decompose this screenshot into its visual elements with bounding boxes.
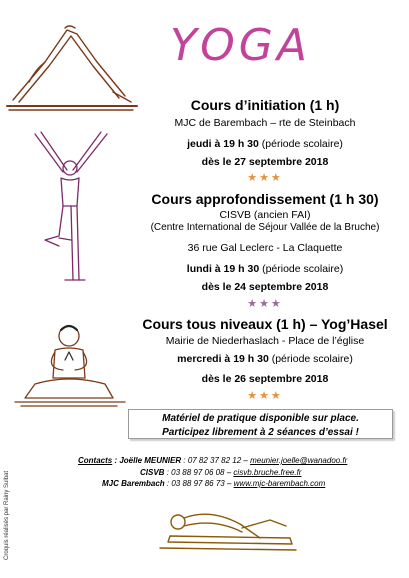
contact-name: Joëlle MEUNIER	[119, 456, 182, 465]
course-3-start: dès le 26 septembre 2018	[201, 373, 329, 385]
course-1-day: jeudi à 19 h 30	[187, 138, 259, 150]
course-2-schedule	[130, 263, 400, 275]
course-3-heading: Cours tous niveaux (1 h) – Yog’Hasel	[142, 316, 388, 332]
course-1-schedule	[130, 138, 400, 150]
course-2-heading: Cours approfondissement (1 h 30)	[151, 191, 379, 207]
contacts-label: Contacts	[78, 456, 113, 465]
course-2-start: dès le 24 septembre 2018	[201, 281, 329, 293]
downward-dog-sketch	[5, 22, 140, 112]
course-2-location-detail: (Centre International de Séjour Vallée de la Bruche)	[150, 222, 380, 233]
course-1-period: (période scolaire)	[261, 138, 343, 150]
forward-bend-sketch	[150, 498, 300, 558]
course-2-day: lundi à 19 h 30	[186, 263, 260, 275]
contact-name: CISVB	[140, 467, 165, 477]
course-2-period: (période scolaire)	[262, 263, 344, 275]
course-1-location: MJC de Barembach – rte de Steinbach	[174, 117, 356, 129]
contact-link[interactable]: meunier.joelle@wanadoo.fr	[250, 456, 348, 465]
separator-stars: ★★★	[247, 298, 283, 310]
tree-pose-sketch	[15, 128, 125, 288]
course-3-schedule	[130, 353, 400, 365]
contact-phone: 03 88 97 86 73	[171, 479, 225, 488]
practice-note-box	[128, 409, 393, 439]
contact-name: MJC Barembach	[102, 479, 165, 488]
page-title: YOGA	[170, 20, 311, 71]
contact-row: CISVB : 03 88 97 06 08 – cisvb.bruche.free.fr	[140, 467, 302, 477]
illustration-credit: Croquis réalisés par Rainy Sulbat	[4, 470, 10, 560]
contact-row: Contacts : Joëlle MEUNIER : 07 82 37 82 12 – meunier.joelle@wanadoo.fr	[78, 456, 348, 465]
note-line-2: Participez librement à 2 séances d’essai !	[162, 427, 359, 438]
contact-link[interactable]: www.mjc-barembach.com	[233, 479, 326, 488]
course-2-address: 36 rue Gal Leclerc - La Claquette	[187, 242, 343, 254]
contact-link[interactable]: cisvb.bruche.free.fr	[233, 467, 302, 477]
course-1-start: dès le 27 septembre 2018	[201, 156, 329, 168]
contact-row: MJC Barembach : 03 88 97 86 73 – www.mjc-barembach.com	[102, 479, 326, 488]
course-3-day: mercredi à 19 h 30	[177, 353, 269, 365]
separator-stars: ★★★	[247, 172, 283, 184]
note-line-1: Matériel de pratique disponible sur place.	[162, 413, 359, 424]
contacts-block	[78, 455, 378, 490]
course-3-period: (période scolaire)	[271, 353, 353, 365]
separator-stars: ★★★	[247, 390, 283, 402]
seated-meditation-sketch	[5, 318, 135, 413]
contact-phone: 03 88 97 06 08	[171, 467, 225, 477]
contact-phone: 07 82 37 82 12	[187, 456, 242, 465]
course-1-heading: Cours d’initiation (1 h)	[190, 97, 340, 113]
course-3-location: Mairie de Niederhaslach - Place de l’église	[165, 335, 365, 347]
course-2-location: CISVB (ancien FAI)	[219, 209, 311, 221]
